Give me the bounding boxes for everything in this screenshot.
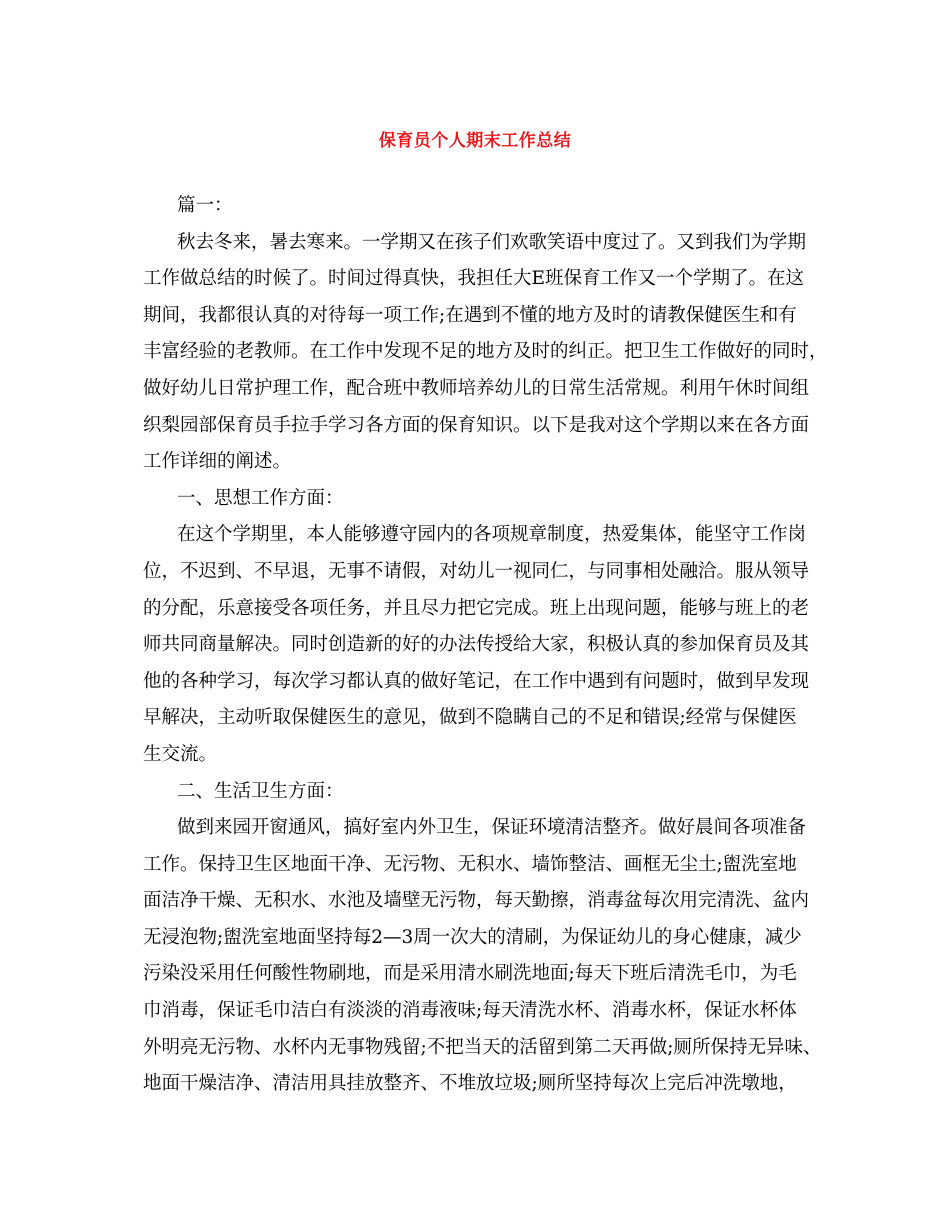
paragraph-line: 师共同商量解决。同时创造新的好的办法传授给大家，积极认真的参加保育员及其 — [143, 634, 810, 656]
paragraph-line: 工作。保持卫生区地面干净、无污物、无积水、墙饰整洁、画框无尘土;盥洗室地 — [143, 853, 797, 875]
paragraph-line: 早解决，主动听取保健医生的意见，做到不隐瞒自己的不足和错误;经常与保健医 — [143, 707, 797, 729]
paragraph-line: 巾消毒，保证毛巾洁白有淡淡的消毒液味;每天清洗水杯、消毒水杯，保证水杯体 — [143, 1000, 797, 1022]
paragraph-line: 无浸泡物;盥洗室地面坚持每2—3周一次大的清刷，为保证幼儿的身心健康，减少 — [143, 926, 802, 948]
paragraph-line: 一、思想工作方面： — [177, 487, 344, 509]
paragraph-line: 丰富经验的老教师。在工作中发现不足的地方及时的纠正。把卫生工作做好的同时， — [143, 341, 828, 363]
paragraph-line: 地面干燥洁净、清洁用具挂放整齐、不堆放垃圾;厕所坚持每次上完后冲洗墩地， — [143, 1073, 797, 1095]
paragraph-line: 他的各种学习，每次学习都认真的做好笔记，在工作中遇到有问题时，做到早发现 — [143, 670, 810, 692]
paragraph-line: 二、生活卫生方面： — [177, 780, 344, 802]
paragraph-line: 生交流。 — [143, 743, 218, 765]
paragraph-line: 工作做总结的时候了。时间过得真快，我担任大E班保育工作又一个学期了。在这 — [143, 268, 805, 290]
paragraph-line: 的分配，乐意接受各项任务，并且尽力把它完成。班上出现问题，能够与班上的老 — [143, 597, 810, 619]
paragraph-line: 秋去冬来，暑去寒来。一学期又在孩子们欢歌笑语中度过了。又到我们为学期 — [177, 231, 807, 253]
paragraph-line: 做到来园开窗通风，搞好室内外卫生，保证环境清洁整齐。做好晨间各项准备 — [177, 817, 807, 839]
paragraph-line: 位，不迟到、不早退，无事不请假，对幼儿一视同仁，与同事相处融洽。服从领导 — [143, 560, 810, 582]
paragraph-line: 做好幼儿日常护理工作，配合班中教师培养幼儿的日常生活常规。利用午休时间组 — [143, 377, 810, 399]
paragraph-line: 面洁净干燥、无积水、水池及墙壁无污物，每天勤擦，消毒盆每次用完清洗、盆内 — [143, 890, 810, 912]
paragraph-line: 工作详细的阐述。 — [143, 451, 292, 473]
paragraph-line: 织梨园部保育员手拉手学习各方面的保育知识。以下是我对这个学期以来在各方面 — [143, 414, 810, 436]
document-body — [143, 188, 833, 1103]
paragraph-line: 篇一： — [177, 195, 233, 216]
paragraph-line: 外明亮无污物、水杯内无事物残留;不把当天的活留到第二天再做;厕所保持无异味、 — [143, 1036, 822, 1058]
paragraph-line: 期间，我都很认真的对待每一项工作;在遇到不懂的地方及时的请教保健医生和有 — [143, 304, 797, 326]
document-title: 保育员个人期末工作总结 — [378, 131, 572, 151]
paragraph-line: 污染没采用任何酸性物刷地，而是采用清水刷洗地面;每天下班后清洗毛巾，为毛 — [143, 963, 797, 985]
paragraph-line: 在这个学期里，本人能够遵守园内的各项规章制度，热爱集体，能坚守工作岗 — [177, 524, 807, 546]
